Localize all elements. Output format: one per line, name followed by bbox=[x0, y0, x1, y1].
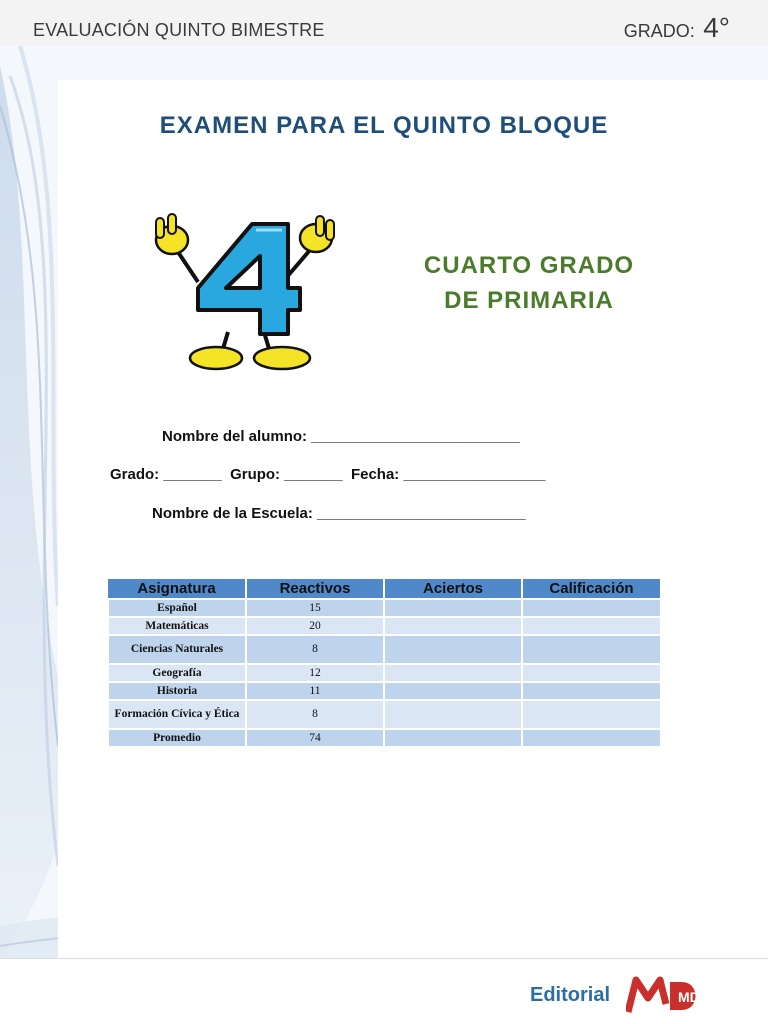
school-name-field[interactable]: Nombre de la Escuela: _________________________ bbox=[152, 505, 526, 522]
header-asignatura: Asignatura bbox=[108, 579, 246, 599]
correct-cell[interactable] bbox=[384, 599, 522, 617]
score-cell[interactable] bbox=[522, 635, 661, 664]
subject-cell: Promedio bbox=[108, 729, 246, 747]
subtitle bbox=[386, 248, 672, 318]
items-cell: 74 bbox=[246, 729, 384, 747]
table-row bbox=[108, 682, 661, 700]
grade-group-date-field[interactable]: Grado: _______ Grupo: _______ Fecha: _________________ bbox=[110, 466, 546, 483]
items-cell: 8 bbox=[246, 635, 384, 664]
correct-cell[interactable] bbox=[384, 700, 522, 729]
items-cell: 11 bbox=[246, 682, 384, 700]
logo-mark-icon bbox=[626, 974, 706, 1014]
subtitle-line-1: CUARTO GRADO bbox=[423, 252, 635, 279]
header-grade-label: GRADO: bbox=[623, 21, 695, 41]
score-cell[interactable] bbox=[522, 664, 661, 682]
items-cell: 15 bbox=[246, 599, 384, 617]
items-cell: 12 bbox=[246, 664, 384, 682]
header-grade-value: 4° bbox=[703, 12, 730, 43]
score-cell[interactable] bbox=[522, 682, 661, 700]
score-cell[interactable] bbox=[522, 729, 661, 747]
items-cell: 20 bbox=[246, 617, 384, 635]
subject-cell: Historia bbox=[108, 682, 246, 700]
score-cell[interactable] bbox=[522, 617, 661, 635]
table-row bbox=[108, 729, 661, 747]
header-reactivos: Reactivos bbox=[246, 579, 384, 599]
student-name-field[interactable]: Nombre del alumno: _________________________ bbox=[162, 428, 520, 445]
correct-cell[interactable] bbox=[384, 682, 522, 700]
header-bar bbox=[0, 0, 768, 47]
subject-cell: Geografía bbox=[108, 664, 246, 682]
correct-cell[interactable] bbox=[384, 635, 522, 664]
score-cell[interactable] bbox=[522, 700, 661, 729]
table-row bbox=[108, 617, 661, 635]
items-cell: 8 bbox=[246, 700, 384, 729]
header-aciertos: Aciertos bbox=[384, 579, 522, 599]
subject-cell: Matemáticas bbox=[108, 617, 246, 635]
score-cell[interactable] bbox=[522, 599, 661, 617]
header-title: EVALUACIÓN QUINTO BIMESTRE bbox=[33, 20, 325, 40]
header-calificacion: Calificación bbox=[522, 579, 661, 599]
table-row bbox=[108, 599, 661, 617]
table-row bbox=[108, 700, 661, 729]
logo-text: Editorial bbox=[530, 984, 611, 1006]
subject-cell: Formación Cívica y Ética bbox=[108, 700, 246, 729]
correct-cell[interactable] bbox=[384, 729, 522, 747]
footer-divider bbox=[0, 958, 768, 959]
subject-cell: Ciencias Naturales bbox=[108, 635, 246, 664]
table-header-row bbox=[108, 579, 661, 599]
number-four-mascot-icon bbox=[148, 212, 338, 374]
table-row bbox=[108, 664, 661, 682]
subtitle-line-2: DE PRIMARIA bbox=[444, 287, 614, 314]
main-title: EXAMEN PARA EL QUINTO BLOQUE bbox=[159, 112, 609, 139]
subject-cell: Español bbox=[108, 599, 246, 617]
header-grade bbox=[624, 12, 730, 44]
logo-mark-text: MD bbox=[678, 989, 700, 1005]
editorial-md-logo-icon bbox=[530, 974, 706, 1014]
correct-cell[interactable] bbox=[384, 617, 522, 635]
grades-table bbox=[107, 579, 662, 748]
table-row bbox=[108, 635, 661, 664]
correct-cell[interactable] bbox=[384, 664, 522, 682]
